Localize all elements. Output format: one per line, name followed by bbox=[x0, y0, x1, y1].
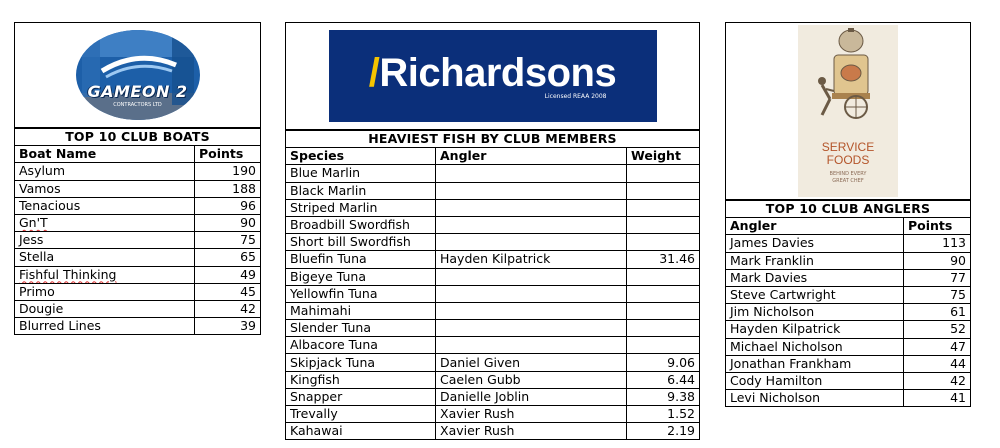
service-foods-tag1: BEHIND EVERY bbox=[829, 171, 867, 177]
gameon-logo-box bbox=[14, 22, 261, 128]
angler-points: 90 bbox=[904, 252, 971, 269]
gameon-logo-text: GAMEON 2 bbox=[87, 82, 188, 101]
table-row bbox=[726, 321, 971, 338]
angler-points: 52 bbox=[904, 321, 971, 338]
gameon-logo bbox=[72, 27, 204, 123]
angler-name: Cody Hamilton bbox=[726, 372, 904, 389]
angler-points: 77 bbox=[904, 269, 971, 286]
species: Trevally bbox=[286, 406, 436, 423]
boat-points: 49 bbox=[195, 266, 261, 283]
table-row bbox=[286, 423, 700, 440]
angler bbox=[436, 182, 627, 199]
top-boats-table bbox=[14, 128, 261, 335]
species: Kahawai bbox=[286, 423, 436, 440]
boat-points: 96 bbox=[195, 197, 261, 214]
angler: Xavier Rush bbox=[436, 406, 627, 423]
species: Short bill Swordfish bbox=[286, 234, 436, 251]
angler-name: Mark Davies bbox=[726, 269, 904, 286]
richardsons-logo-box bbox=[285, 22, 700, 130]
weight: 2.19 bbox=[627, 423, 700, 440]
column-header: Weight bbox=[627, 148, 700, 165]
weight bbox=[627, 182, 700, 199]
angler bbox=[436, 268, 627, 285]
table-row bbox=[15, 249, 261, 266]
table-row bbox=[726, 286, 971, 303]
table-row bbox=[286, 268, 700, 285]
table-row bbox=[286, 302, 700, 319]
table-row bbox=[286, 406, 700, 423]
angler-name: Hayden Kilpatrick bbox=[726, 321, 904, 338]
angler-name: James Davies bbox=[726, 235, 904, 252]
weight bbox=[627, 165, 700, 182]
boat-name: Vamos bbox=[15, 180, 195, 197]
species: Broadbill Swordfish bbox=[286, 216, 436, 233]
species: Bluefin Tuna bbox=[286, 251, 436, 268]
species: Albacore Tuna bbox=[286, 337, 436, 354]
top-anglers-panel bbox=[725, 22, 971, 407]
richardsons-word: Richardsons bbox=[379, 50, 617, 95]
species: Mahimahi bbox=[286, 302, 436, 319]
weight bbox=[627, 216, 700, 233]
table-row bbox=[286, 165, 700, 182]
weight: 1.52 bbox=[627, 406, 700, 423]
species: Slender Tuna bbox=[286, 320, 436, 337]
table-row bbox=[15, 300, 261, 317]
boat-name: Primo bbox=[15, 283, 195, 300]
angler-points: 113 bbox=[904, 235, 971, 252]
table-row bbox=[726, 269, 971, 286]
species: Kingfish bbox=[286, 371, 436, 388]
column-header: Species bbox=[286, 148, 436, 165]
boat-points: 65 bbox=[195, 249, 261, 266]
angler-points: 42 bbox=[904, 372, 971, 389]
weight: 9.38 bbox=[627, 388, 700, 405]
table-row bbox=[286, 320, 700, 337]
column-header: Points bbox=[195, 146, 261, 163]
boat-name-text: Gn'T bbox=[19, 215, 48, 231]
column-header: Angler bbox=[726, 218, 904, 235]
food-cart-illustration bbox=[808, 25, 888, 125]
species: Snapper bbox=[286, 388, 436, 405]
table-title: TOP 10 CLUB BOATS bbox=[15, 129, 261, 146]
angler: Xavier Rush bbox=[436, 423, 627, 440]
boat-points: 188 bbox=[195, 180, 261, 197]
weight bbox=[627, 302, 700, 319]
richardsons-logo bbox=[329, 30, 657, 122]
angler bbox=[436, 199, 627, 216]
boat-name: Jess bbox=[15, 232, 195, 249]
boat-points: 90 bbox=[195, 214, 261, 231]
angler-name: Mark Franklin bbox=[726, 252, 904, 269]
angler bbox=[436, 337, 627, 354]
heaviest-fish-table bbox=[285, 130, 700, 440]
species: Bigeye Tuna bbox=[286, 268, 436, 285]
richardsons-logo-subtext: Licensed REAA 2008 bbox=[544, 93, 607, 100]
species: Blue Marlin bbox=[286, 165, 436, 182]
table-row bbox=[726, 355, 971, 372]
boat-name: Dougie bbox=[15, 300, 195, 317]
angler bbox=[436, 165, 627, 182]
angler bbox=[436, 320, 627, 337]
boat-name: Asylum bbox=[15, 163, 195, 180]
table-row bbox=[286, 199, 700, 216]
top-boats-panel bbox=[14, 22, 261, 335]
table-row bbox=[286, 285, 700, 302]
weight bbox=[627, 320, 700, 337]
richardsons-logo-text: /Richardsons bbox=[368, 50, 617, 95]
table-row bbox=[15, 232, 261, 249]
angler bbox=[436, 285, 627, 302]
angler: Caelen Gubb bbox=[436, 371, 627, 388]
boat-points: 190 bbox=[195, 163, 261, 180]
angler-name: Jonathan Frankham bbox=[726, 355, 904, 372]
boat-name bbox=[15, 266, 195, 283]
table-row bbox=[286, 234, 700, 251]
table-row bbox=[726, 338, 971, 355]
angler: Hayden Kilpatrick bbox=[436, 251, 627, 268]
angler-name: Jim Nicholson bbox=[726, 304, 904, 321]
table-row bbox=[726, 304, 971, 321]
species: Black Marlin bbox=[286, 182, 436, 199]
top-anglers-table bbox=[725, 200, 971, 407]
species: Skipjack Tuna bbox=[286, 354, 436, 371]
table-row bbox=[726, 390, 971, 407]
boat-name: Tenacious bbox=[15, 197, 195, 214]
table-row bbox=[726, 252, 971, 269]
table-row bbox=[15, 214, 261, 231]
weight: 31.46 bbox=[627, 251, 700, 268]
angler: Daniel Given bbox=[436, 354, 627, 371]
angler-points: 47 bbox=[904, 338, 971, 355]
column-header: Angler bbox=[436, 148, 627, 165]
column-header: Points bbox=[904, 218, 971, 235]
table-row bbox=[726, 235, 971, 252]
table-row bbox=[15, 163, 261, 180]
weight bbox=[627, 285, 700, 302]
boat-points: 75 bbox=[195, 232, 261, 249]
weight bbox=[627, 199, 700, 216]
table-row bbox=[15, 283, 261, 300]
service-foods-line1: SERVICE bbox=[821, 140, 875, 154]
boat-points: 42 bbox=[195, 300, 261, 317]
table-row bbox=[286, 251, 700, 268]
table-title: HEAVIEST FISH BY CLUB MEMBERS bbox=[286, 131, 700, 148]
table-row bbox=[286, 354, 700, 371]
angler bbox=[436, 302, 627, 319]
weight: 9.06 bbox=[627, 354, 700, 371]
weight bbox=[627, 337, 700, 354]
boat-name: Blurred Lines bbox=[15, 318, 195, 335]
table-row bbox=[286, 216, 700, 233]
service-foods-logo-box bbox=[725, 22, 971, 200]
table-title: TOP 10 CLUB ANGLERS bbox=[726, 201, 971, 218]
weight: 6.44 bbox=[627, 371, 700, 388]
column-header: Boat Name bbox=[15, 146, 195, 163]
heaviest-fish-panel bbox=[285, 22, 700, 440]
angler-points: 61 bbox=[904, 304, 971, 321]
boat-name: Stella bbox=[15, 249, 195, 266]
species: Yellowfin Tuna bbox=[286, 285, 436, 302]
table-row bbox=[286, 182, 700, 199]
table-row bbox=[15, 318, 261, 335]
weight bbox=[627, 234, 700, 251]
angler-points: 44 bbox=[904, 355, 971, 372]
table-row bbox=[286, 388, 700, 405]
boat-name-text: Fishful Thinking bbox=[19, 266, 117, 282]
table-row bbox=[15, 180, 261, 197]
angler bbox=[436, 216, 627, 233]
boat-points: 39 bbox=[195, 318, 261, 335]
table-row bbox=[286, 371, 700, 388]
table-row bbox=[15, 266, 261, 283]
angler-name: Levi Nicholson bbox=[726, 390, 904, 407]
angler-points: 75 bbox=[904, 286, 971, 303]
species: Striped Marlin bbox=[286, 199, 436, 216]
table-row bbox=[726, 372, 971, 389]
service-foods-logo bbox=[798, 25, 898, 197]
boat-name bbox=[15, 214, 195, 231]
table-row bbox=[15, 197, 261, 214]
angler-points: 41 bbox=[904, 390, 971, 407]
angler-name: Steve Cartwright bbox=[726, 286, 904, 303]
angler bbox=[436, 234, 627, 251]
service-foods-line2: FOODS bbox=[826, 153, 870, 167]
table-row bbox=[286, 337, 700, 354]
angler-name: Michael Nicholson bbox=[726, 338, 904, 355]
weight bbox=[627, 268, 700, 285]
boat-points: 45 bbox=[195, 283, 261, 300]
service-foods-tag2: GREAT CHEF bbox=[832, 178, 864, 184]
gameon-logo-subtext: CONTRACTORS LTD bbox=[113, 102, 162, 108]
angler: Danielle Joblin bbox=[436, 388, 627, 405]
